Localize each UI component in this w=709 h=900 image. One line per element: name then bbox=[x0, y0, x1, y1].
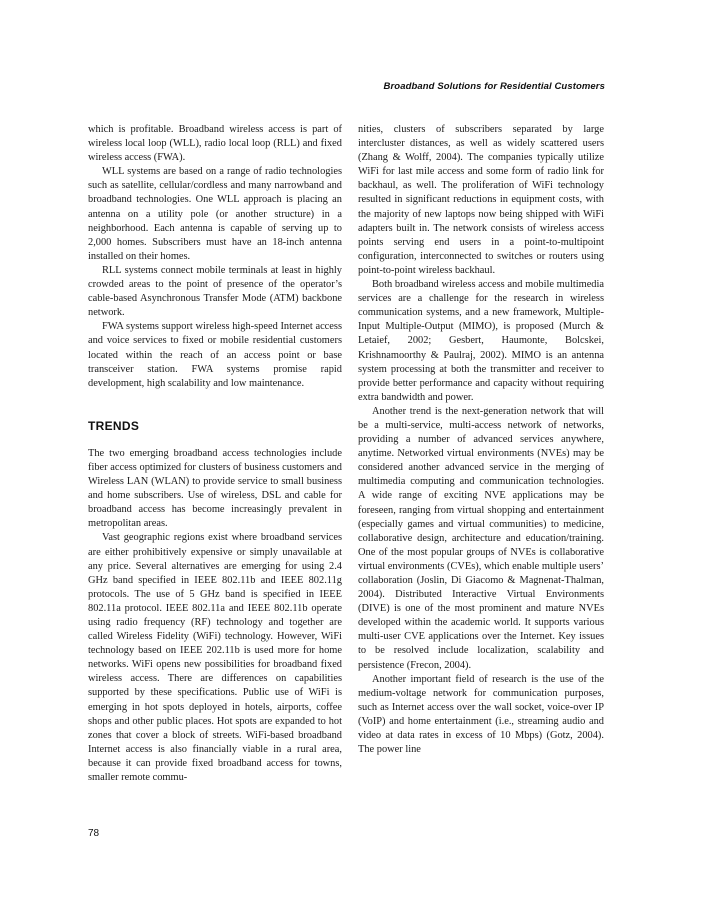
right-column bbox=[358, 123, 604, 757]
paragraph: Another important field of research is the use of the medium-voltage network for communication purposes, such as Internet access over the wall socket, voice-over IP (VoIP) and home entertainment (i.e., streaming audio and video at data rates in excess of 10 Mbps) (Gotz, 2004). The power line bbox=[358, 673, 604, 756]
running-head-title: Broadband Solutions for Residential Customers bbox=[383, 81, 605, 92]
section-heading-trends: TRENDS bbox=[88, 418, 140, 433]
left-column bbox=[88, 123, 342, 785]
paragraph: RLL systems connect mobile terminals at least in highly crowded areas to the point of presence of the operator’s cable-based Asynchronous Transfer Mode (ATM) backbone network. bbox=[88, 264, 342, 319]
page-number: 78 bbox=[88, 828, 100, 839]
paragraph: WLL systems are based on a range of radio technologies such as satellite, cellular/cordless and many narrowband and broadband technologies. One WLL approach is placing an antenna on a utility pole (or another structure) in a neighborhood. Each antenna is capable of serving up to 2,000 homes. Subscribers must have an 18-inch antenna installed on their homes. bbox=[88, 166, 342, 262]
paragraph: nities, clusters of subscribers separated by large intercluster distances, as well as widely scattered users (Zhang & Wolff, 2004). The companies typically utilize WiFi for last mile access and some form of radio link for backhaul, as well. The proliferation of WiFi technology resulted in significant reductions in equipment costs, with the majority of new laptops now being shipped with WiFi adapters built in. The network consists of wireless access points serving end users in a point-to-multipoint configuration, interconnected to switches or routers using point-to-point wireless backhaul. bbox=[358, 124, 604, 276]
paragraph: The two emerging broadband access technologies include fiber access optimized for clusters of business customers and Wireless LAN (WLAN) to provide service to small business and home subscribers. Use of wireless, DSL and cable for broadband access has become increasingly prevalent in metropolitan areas. bbox=[88, 447, 342, 530]
paragraph: Both broadband wireless access and mobile multimedia services are a challenge for the research in wireless communication systems, and a new framework, Multiple-Input Multiple-Output (MIMO), is proposed (Murch & Letaief, 2002; Gesbert, Haumonte, Bolcskei, Krishnamoorthy & Paulraj, 2002). MIMO is an antenna system processing at both the transmitter and receiver to provide better performance and capacity without requiring extra bandwidth and power. bbox=[358, 279, 604, 403]
paragraph: FWA systems support wireless high-speed Internet access and voice services to fixed or mobile residential customers located within the reach of an access point or base transceiver station. FWA systems promise rapid development, high scalability and low maintenance. bbox=[88, 321, 342, 389]
paragraph: Another trend is the next-generation network that will be a multi-service, multi-access network of networks, providing a number of advanced services anywhere, anytime. Networked virtual environments (NVEs) may be considered another advanced service in the merging of multimedia computing and communication technologies. A wide range of exciting NVE applications may be foreseen, ranging from virtual shopping and entertainment (especially games and virtual communities) to medicine, collaborative design, architecture and education/training. One of the most popular groups of NVEs is collaborative virtual environments (CVEs), which enable multiple users’ collaboration (Joslin, Di Giacomo & Magnenat-Thalman, 2004). Distributed Interactive Virtual Environments (DIVE) is one of the most prominent and mature NVEs developed within the academic world. It supports various multi-user CVE applications over the Internet. Key issues to be resolved include localization, scalability and persistence (Frecon, 2004). bbox=[358, 405, 604, 671]
paragraph: which is profitable. Broadband wireless access is part of wireless local loop (WLL), radio local loop (RLL) and fixed wireless access (FWA). bbox=[88, 124, 342, 164]
paragraph: Vast geographic regions exist where broadband services are either prohibitively expensive or simply unavailable at any price. Several alternatives are emerging for using 2.4 GHz band specified in IEEE 802.11b and IEEE 802.11g protocols. The use of 5 GHz band is specified in IEEE 802.11a protocol. IEEE 802.11a and IEEE 802.11b operate using radio frequency (RF) technology and together are called Wireless Fidelity (WiFi) technology. However, WiFi technology based on IEEE 202.11b is used more for home networks. WiFi opens new possibilities for broadband fixed wireless access. There are differences on capabilities supported by these specifications. Public use of WiFi is emerging in hot spots deployed in hotels, airports, coffee shops and other public places. Hot spots are expanded to hot zones that cover a block of streets. WiFi-based broadband Internet access is also financially viable in a rural area, because it can provide fixed broadband access for towns, smaller remote commu- bbox=[88, 532, 342, 784]
